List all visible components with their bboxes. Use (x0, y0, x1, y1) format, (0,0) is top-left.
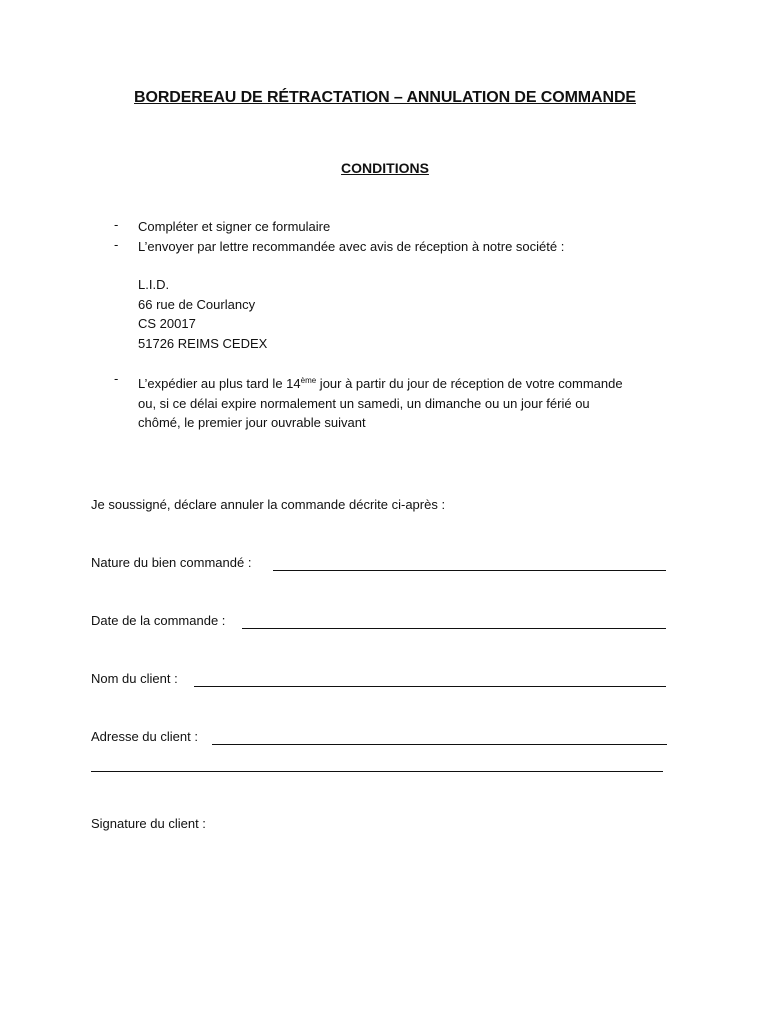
address-line-city: 51726 REIMS CEDEX (138, 335, 268, 351)
document-title: BORDEREAU DE RÉTRACTATION – ANNULATION DE COMMANDE (134, 89, 636, 106)
order-date-label: Date de la commande : (91, 613, 226, 628)
signature-label: Signature du client : (91, 816, 206, 831)
address-line-cs: CS 20017 (138, 316, 196, 331)
nature-field[interactable] (273, 556, 666, 571)
condition-text-3 (138, 371, 623, 433)
condition-text-3-line-2: ou, si ce délai expire normalement un samedi, un dimanche ou un jour férié ou (138, 395, 590, 411)
client-name-field[interactable] (194, 672, 666, 687)
address-line-company: L.I.D. (138, 277, 170, 292)
conditions-heading: CONDITIONS (341, 160, 429, 176)
condition-text-2: L’envoyer par lettre recommandée avec avis de réception à notre société : (138, 239, 565, 254)
client-address-field-line-2[interactable] (91, 757, 663, 772)
declaration-text: Je soussigné, déclare annuler la commande décrite ci-après : (91, 497, 446, 512)
ordinal-superscript: ème (300, 376, 317, 385)
order-date-field[interactable] (242, 614, 666, 629)
condition-text-1: Compléter et signer ce formulaire (138, 219, 331, 234)
bullet-dash: - (114, 371, 119, 386)
address-line-street: 66 rue de Courlancy (138, 296, 256, 312)
bullet-dash: - (114, 237, 119, 252)
condition-text-3-line-1: L’expédier au plus tard le 14ème jour à partir du jour de réception de votre commande (138, 376, 623, 391)
company-address (138, 275, 267, 353)
nature-label: Nature du bien commandé : (91, 555, 252, 570)
client-address-field[interactable] (212, 730, 667, 745)
client-address-label: Adresse du client : (91, 729, 198, 744)
client-name-label: Nom du client : (91, 671, 178, 686)
bullet-dash: - (114, 217, 119, 232)
condition-text-3-line-3: chômé, le premier jour ouvrable suivant (138, 415, 366, 430)
